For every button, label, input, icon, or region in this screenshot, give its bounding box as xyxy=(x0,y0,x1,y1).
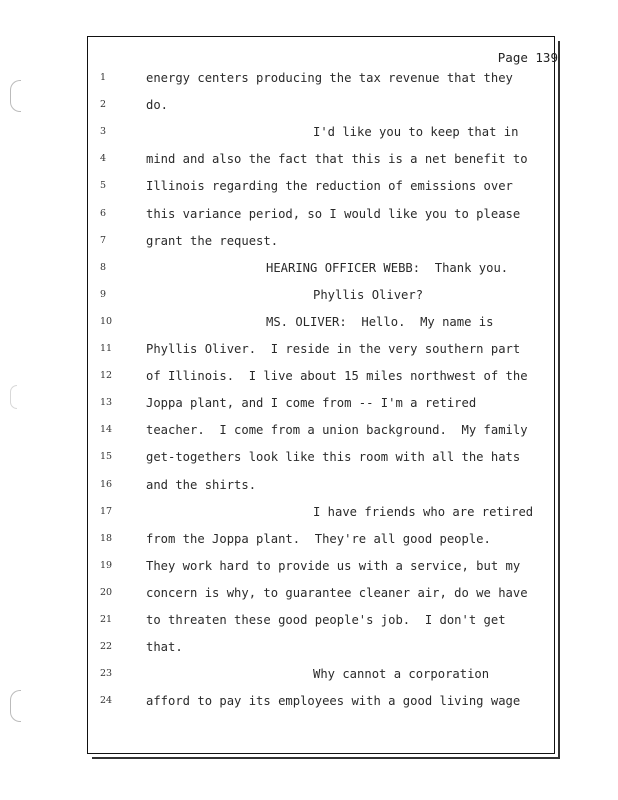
line-text: Illinois regarding the reduction of emissions over xyxy=(146,179,513,194)
transcript-line xyxy=(0,234,618,254)
line-text: They work hard to provide us with a service, but my xyxy=(146,558,521,573)
line-number: 10 xyxy=(100,315,113,327)
line-number: 17 xyxy=(100,505,113,517)
transcript-line xyxy=(0,207,618,227)
line-text: this variance period, so I would like you to please xyxy=(146,206,521,221)
line-text: get-togethers look like this room with all the hats xyxy=(146,450,521,465)
line-text: concern is why, to guarantee cleaner air, do we have xyxy=(146,585,528,600)
line-number: 12 xyxy=(100,370,113,382)
line-number: 13 xyxy=(100,397,113,409)
line-text: to threaten these good people's job. I don't get xyxy=(146,613,506,627)
line-number: 19 xyxy=(100,559,113,571)
line-text: afford to pay its employees with a good living wage xyxy=(146,694,521,709)
line-number: 4 xyxy=(100,153,107,165)
transcript-line xyxy=(0,532,618,552)
transcript-line xyxy=(0,288,618,308)
line-number: 6 xyxy=(100,207,107,219)
transcript-line xyxy=(0,559,618,579)
line-number: 2 xyxy=(100,99,107,111)
line-text: from the Joppa plant. They're all good people. xyxy=(146,531,491,546)
line-number: 18 xyxy=(100,532,113,544)
line-text: HEARING OFFICER WEBB: Thank you. xyxy=(266,260,509,275)
line-text: do. xyxy=(146,98,169,113)
transcript-line xyxy=(0,315,618,335)
transcript-line xyxy=(0,71,618,91)
line-number: 1 xyxy=(100,72,107,83)
transcript-line xyxy=(0,694,618,714)
line-text: Phyllis Oliver? xyxy=(313,287,424,302)
line-number: 7 xyxy=(100,234,107,246)
line-number: 24 xyxy=(100,695,113,707)
line-number: 11 xyxy=(100,343,113,354)
line-text: I have friends who are retired xyxy=(313,504,534,519)
transcript-line xyxy=(0,261,618,281)
line-number: 16 xyxy=(100,478,113,490)
line-text: Joppa plant, and I come from -- I'm a retired xyxy=(146,396,477,411)
line-number: 21 xyxy=(100,614,113,625)
transcript-line xyxy=(0,342,618,362)
transcript-line xyxy=(0,505,618,525)
page-number: Page 139 xyxy=(497,50,558,65)
transcript-line xyxy=(0,450,618,470)
line-text: Why cannot a corporation xyxy=(313,667,490,682)
line-number: 22 xyxy=(100,641,113,653)
transcript-line xyxy=(0,423,618,443)
line-text: I'd like you to keep that in xyxy=(313,125,519,140)
transcript-line xyxy=(0,586,618,606)
line-text: and the shirts. xyxy=(146,477,257,492)
transcript-line xyxy=(0,98,618,118)
transcript-line xyxy=(0,396,618,416)
line-text: of Illinois. I live about 15 miles northwest of the xyxy=(146,369,528,384)
line-number: 14 xyxy=(100,424,113,436)
transcript-line xyxy=(0,667,618,687)
line-text: MS. OLIVER: Hello. My name is xyxy=(266,314,494,329)
line-text: that. xyxy=(146,640,183,655)
line-text: Phyllis Oliver. I reside in the very southern part xyxy=(146,342,521,356)
line-number: 3 xyxy=(100,126,107,138)
transcript-line xyxy=(0,125,618,145)
transcript-line xyxy=(0,478,618,498)
transcript-line xyxy=(0,613,618,633)
line-text: energy centers producing the tax revenue that they xyxy=(146,71,513,85)
line-number: 8 xyxy=(100,261,107,273)
line-number: 20 xyxy=(100,586,113,598)
line-text: teacher. I come from a union background. My family xyxy=(146,423,528,438)
transcript-line xyxy=(0,152,618,172)
transcript-line xyxy=(0,179,618,199)
transcript-line xyxy=(0,369,618,389)
line-number: 15 xyxy=(100,451,113,463)
line-text: grant the request. xyxy=(146,233,279,248)
line-number: 23 xyxy=(100,668,113,680)
transcript-line xyxy=(0,640,618,660)
line-text: mind and also the fact that this is a net benefit to xyxy=(146,152,528,167)
line-number: 9 xyxy=(100,288,107,300)
line-number: 5 xyxy=(100,180,107,192)
